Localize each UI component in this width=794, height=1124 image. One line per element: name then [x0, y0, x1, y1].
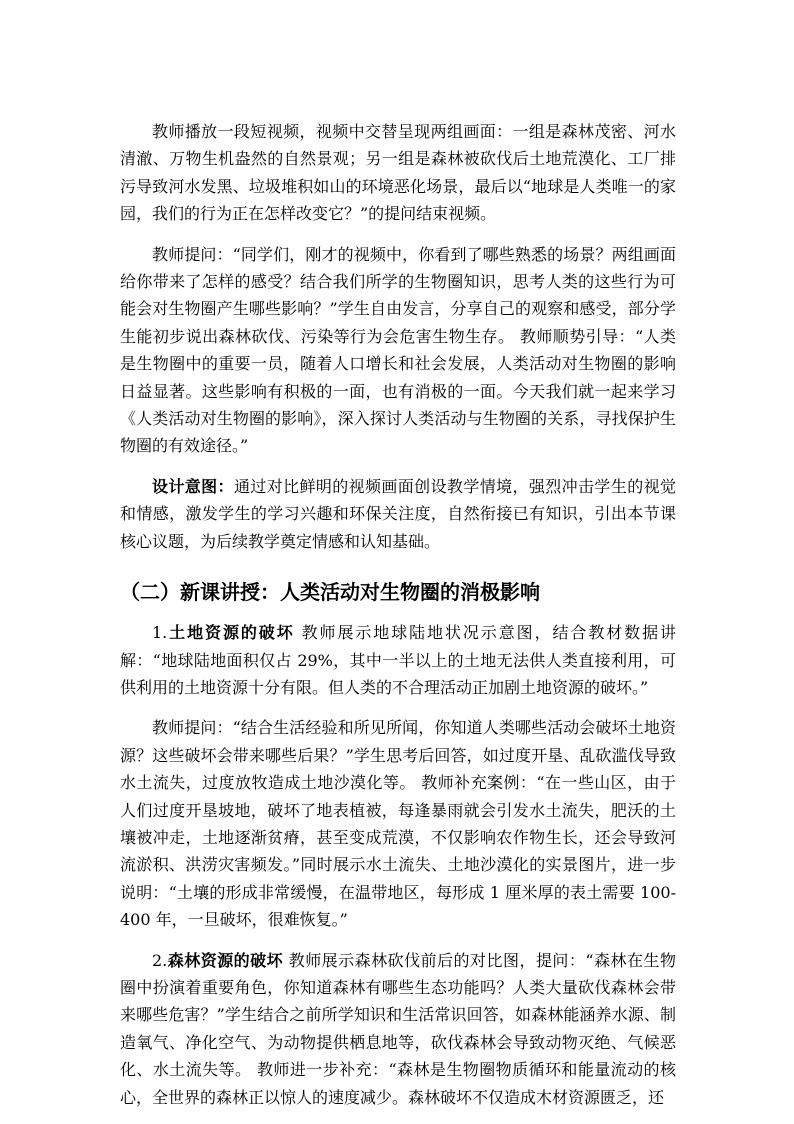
- section-heading: （二）新课讲授：人类活动对生物圈的消极影响: [120, 580, 540, 605]
- forest-resources-text: 教师展示森林砍伐前后的对比图，提问：“森林在生物圈中扮演着重要角色，你知道森林有哪些生态功能吗？人类大量砍伐森林会带来哪些危害？”学生结合之前所学知识和生活常识回答，如森林能涵养水源、制造氧气、净化空气、为动物提供栖息地等，砍伐森林会导致动物灭绝、气候恶化、水土流失等。 教师进一步补充：“森林是生物圈物质循环和能量流动的核心，全世界的森林正以惊人的速度减少。森林破坏不仅造成木材资源匮乏，还: [120, 950, 676, 1107]
- item-number: 1.: [152, 623, 168, 643]
- paragraph-video-intro: 教师播放一段短视频，视频中交替呈现两组画面：一组是森林茂密、河水清澈、万物生机盎然的自然景观；另一组是森林被砍伐后土地荒漠化、工厂排污导致河水发黑、垃圾堆积如山的环境恶化场景，最后以“地球是人类唯一的家园，我们的行为正在怎样改变它？”的提问结束视频。: [120, 122, 676, 224]
- paragraph-land-resources: [120, 619, 676, 701]
- design-intent-text: 通过对比鲜明的视频画面创设教学情境，强烈冲击学生的视觉和情感，激发学生的学习兴趣和环保关注度，自然衔接已有知识，引出本节课核心议题，为后续教学奠定情感和认知基础。: [120, 476, 676, 551]
- land-resources-title: 土地资源的破坏: [167, 623, 295, 643]
- paragraph-teacher-question: 教师提问：“同学们，刚才的视频中，你看到了哪些熟悉的场景？两组画面给你带来了怎样的感受？结合我们所学的生物圈知识，思考人类的这些行为可能会对生物圈产生哪些影响？”学生自由发言，分享自己的观察和感受，部分学生能初步说出森林砍伐、污染等行为会危害生物生存。 教师顺势引导：“人类是生物圈中的重要一员，随着人口增长和社会发展，人类活动对生物圈的影响日益显著。这些影响有积极的一面，也有消极的一面。今天我们就一起来学习《人类活动对生物圈的影响》，深入探讨人类活动与生物圈的关系，寻找保护生物圈的有效途径。”: [120, 244, 676, 456]
- paragraph-forest-resources: [120, 947, 676, 1111]
- paragraph-land-question: 教师提问：“结合生活经验和所见所闻，你知道人类哪些活动会破坏土地资源？这些破坏会带来哪些后果？”学生思考后回答，如过度开垦、乱砍滥伐导致水土流失，过度放牧造成土地沙漠化等。 教师补充案例：“在一些山区，由于人们过度开垦坡地，破坏了地表植被，每逢暴雨就会引发水土流失，肥沃的土壤被冲走，土地逐渐贫瘠，甚至变成荒漠，不仅影响农作物生长，还会导致河流淤积、洪涝灾害频发。”同时展示水土流失、土地沙漠化的实景图片，进一步说明：“土壤的形成非常缓慢，在温带地区，每形成 1 厘米厚的表土需要 100-400 年，一旦破坏，很难恢复。”: [120, 718, 676, 930]
- item-number: 2.: [152, 950, 168, 970]
- document-body: [120, 118, 676, 1124]
- forest-resources-title: 森林资源的破坏: [167, 950, 284, 970]
- design-intent-label: 设计意图：: [152, 476, 234, 496]
- land-resources-text: 教师展示地球陆地状况示意图，结合教材数据讲解：“地球陆地面积仅占 29%，其中一半以上的土地无法供人类直接利用，可供利用的土地资源十分有限。但人类的不合理活动正加剧土地资源的破坏。”: [120, 623, 676, 697]
- paragraph-design-intent: [120, 473, 676, 555]
